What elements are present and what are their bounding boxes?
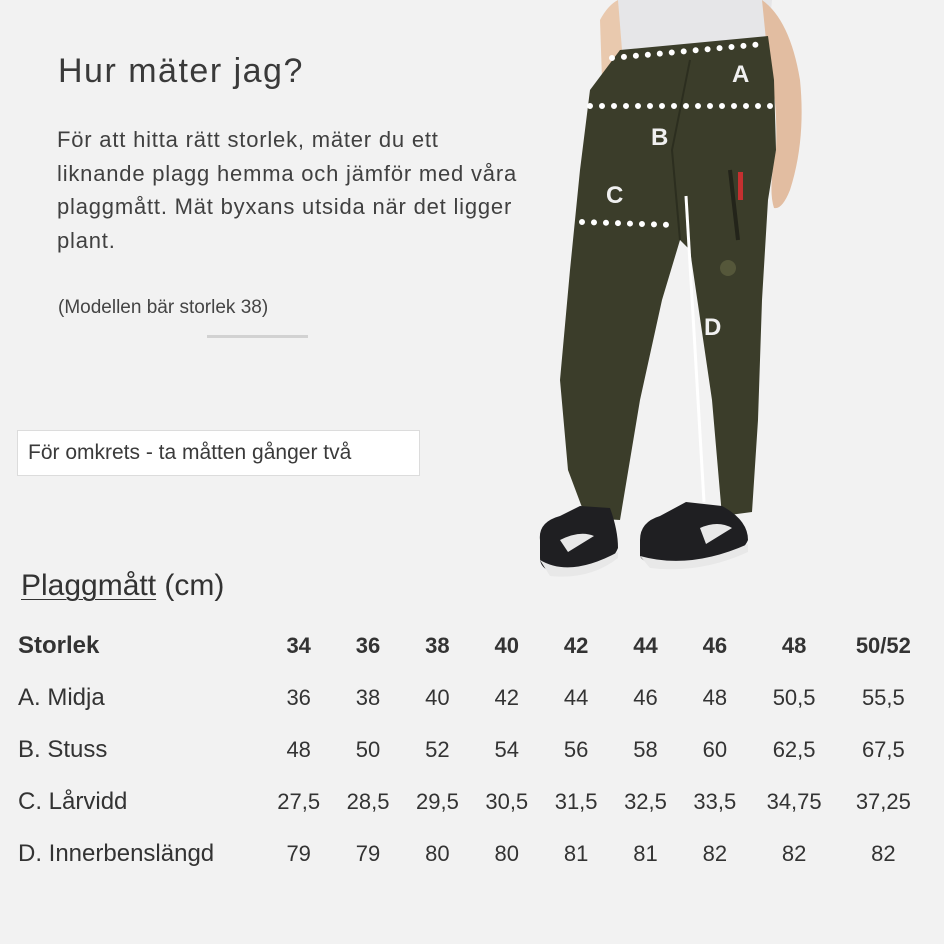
table-row bbox=[18, 672, 928, 724]
table-cell: 52 bbox=[425, 737, 450, 762]
table-cell: 38 bbox=[355, 685, 381, 710]
header-size: 42 bbox=[563, 633, 589, 658]
table-cell: 32,5 bbox=[624, 789, 667, 814]
table-cell: 55,5 bbox=[861, 685, 905, 710]
table-cell: 29,5 bbox=[415, 789, 459, 814]
circumference-tip: För omkrets - ta måtten gånger två bbox=[17, 430, 420, 476]
measure-label-d: D bbox=[704, 314, 722, 341]
table-cell: 81 bbox=[633, 841, 658, 866]
table-cell: 50,5 bbox=[772, 685, 816, 710]
header-size: 46 bbox=[702, 633, 728, 658]
table-cell: 46 bbox=[633, 685, 658, 710]
table-title-unit: (cm) bbox=[164, 569, 225, 602]
table-cell: 82 bbox=[781, 841, 807, 866]
table-cell: 62,5 bbox=[772, 737, 816, 762]
intro-text: För att hitta rätt storlek, mäter du ett liknande plagg hemma och jämför med våra plaggmått. Mät byxans utsida när det ligger plant. bbox=[57, 127, 518, 253]
table-cell: 42 bbox=[494, 685, 519, 710]
page-title: Hur mäter jag? bbox=[58, 52, 304, 90]
table-cell: 40 bbox=[425, 685, 450, 710]
header-size: 34 bbox=[286, 633, 311, 658]
divider bbox=[207, 335, 308, 338]
measure-label-c: C bbox=[606, 182, 624, 209]
table-cell: 56 bbox=[563, 737, 589, 762]
model-size-note: (Modellen bär storlek 38) bbox=[58, 297, 269, 318]
measure-label-b: B bbox=[651, 124, 669, 151]
header-size: 40 bbox=[494, 633, 519, 658]
table-cell: 48 bbox=[702, 685, 728, 710]
measure-label-a: A bbox=[732, 61, 750, 88]
table-cell: 67,5 bbox=[861, 737, 905, 762]
table-cell: 31,5 bbox=[554, 789, 598, 814]
table-title-main: Plaggmått bbox=[21, 569, 157, 602]
table-cell: 30,5 bbox=[485, 789, 529, 814]
table-cell: 54 bbox=[494, 737, 519, 762]
table-cell: 36 bbox=[286, 685, 311, 710]
row-label: C. Lårvidd bbox=[18, 788, 128, 815]
pants-measurement-illustration bbox=[490, 0, 820, 590]
table-header-row bbox=[18, 620, 928, 672]
table-cell: 58 bbox=[633, 737, 658, 762]
size-table bbox=[18, 620, 928, 880]
table-cell: 50 bbox=[355, 737, 381, 762]
table-row bbox=[18, 776, 928, 828]
table-cell: 80 bbox=[425, 841, 450, 866]
header-label: Storlek bbox=[18, 632, 100, 659]
table-title bbox=[21, 569, 224, 603]
table-cell: 37,25 bbox=[855, 789, 911, 814]
header-size: 50/52 bbox=[855, 633, 911, 658]
table-cell: 48 bbox=[286, 737, 311, 762]
header-size: 36 bbox=[355, 633, 381, 658]
table-cell: 79 bbox=[286, 841, 311, 866]
row-label: A. Midja bbox=[18, 684, 105, 711]
table-cell: 82 bbox=[871, 841, 896, 866]
table-cell: 28,5 bbox=[346, 789, 390, 814]
table-cell: 33,5 bbox=[693, 789, 737, 814]
header-size: 38 bbox=[425, 633, 450, 658]
header-size: 48 bbox=[781, 633, 807, 658]
row-label: D. Innerbenslängd bbox=[18, 840, 215, 867]
table-cell: 60 bbox=[702, 737, 728, 762]
table-row bbox=[18, 828, 928, 880]
table-cell: 27,5 bbox=[277, 789, 321, 814]
table-cell: 34,75 bbox=[766, 789, 822, 814]
table-cell: 81 bbox=[563, 841, 589, 866]
header-size: 44 bbox=[633, 633, 658, 658]
table-cell: 44 bbox=[563, 685, 589, 710]
table-cell: 82 bbox=[702, 841, 728, 866]
table-row bbox=[18, 724, 928, 776]
row-label: B. Stuss bbox=[18, 736, 108, 763]
table-cell: 79 bbox=[355, 841, 381, 866]
table-cell: 80 bbox=[494, 841, 519, 866]
